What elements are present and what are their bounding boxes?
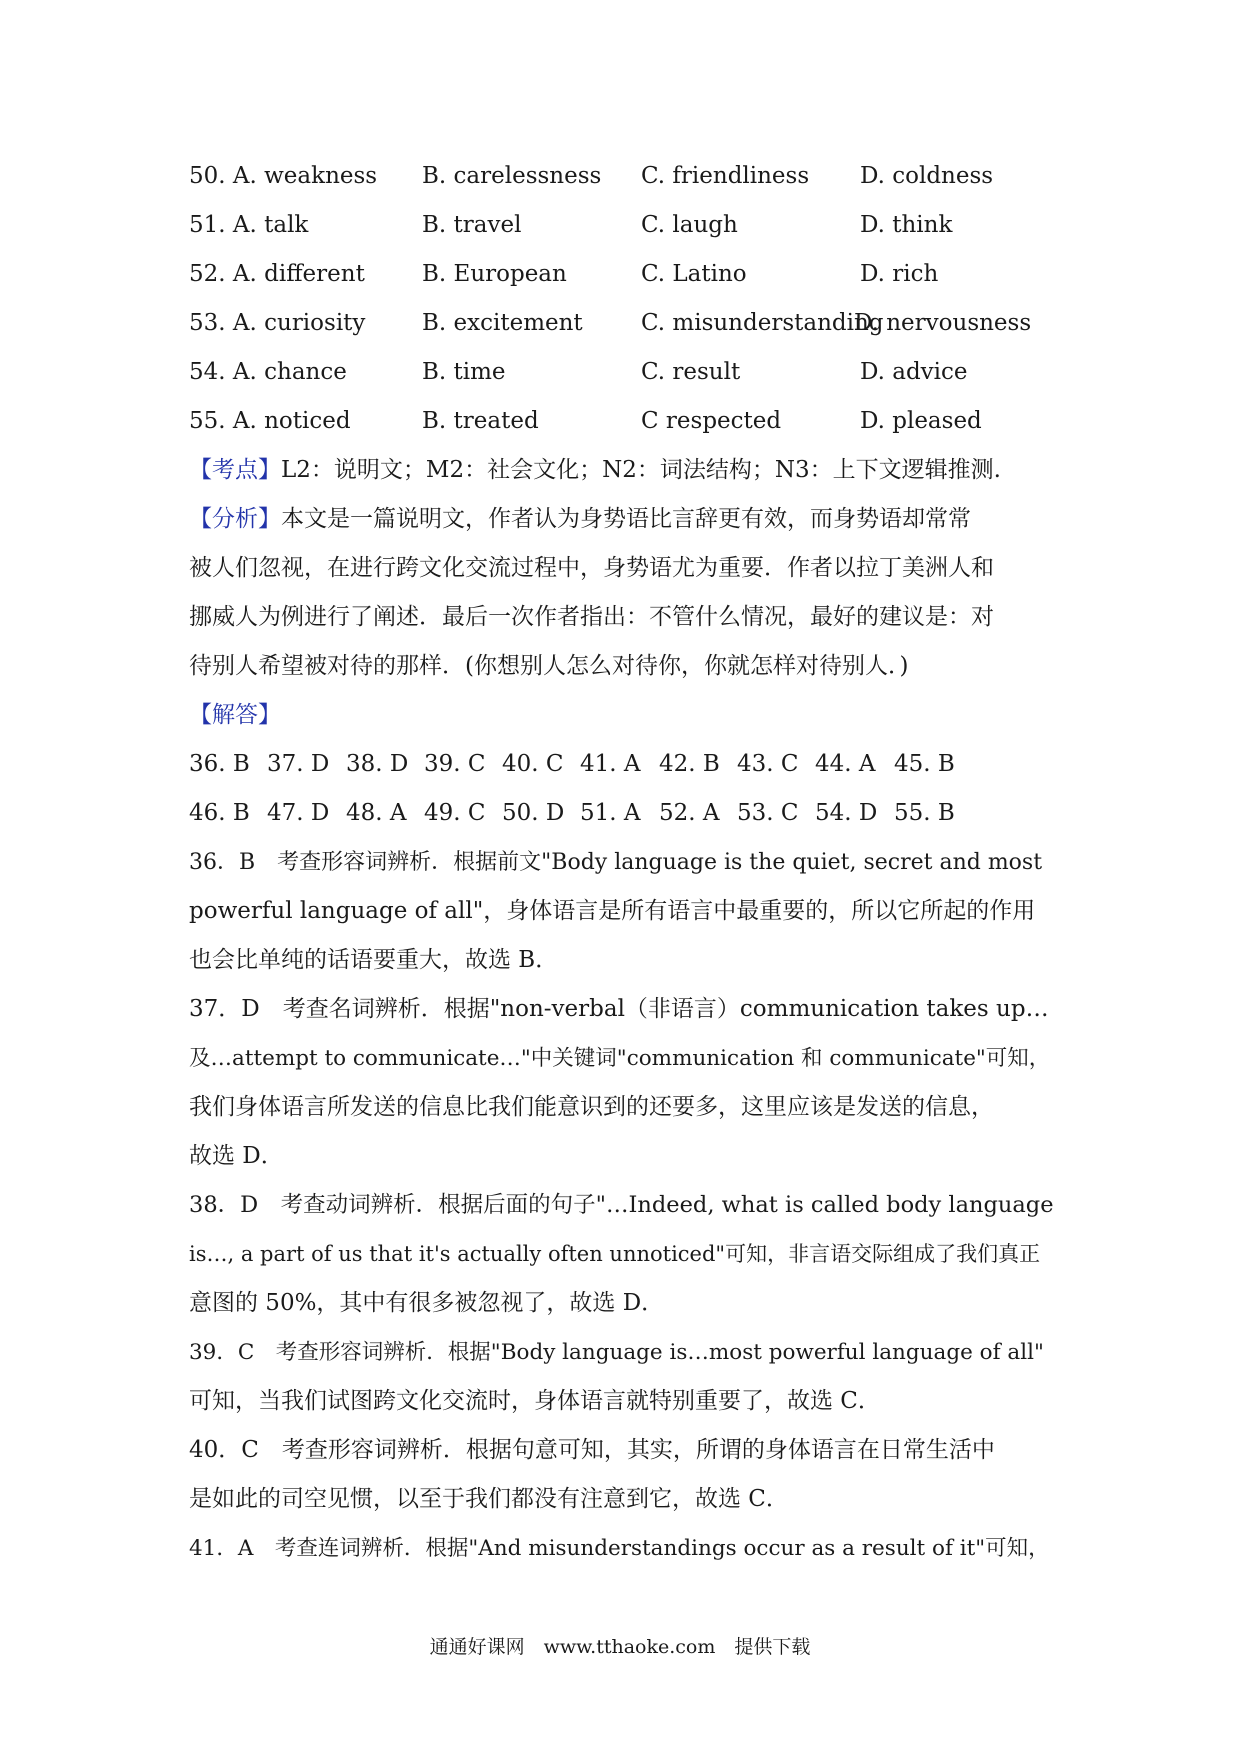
fenxi-line	[189, 495, 1059, 544]
fenxi-line: 待别人希望被对待的那样．(你想别人怎么对待你，你就怎样对待别人．)	[189, 653, 909, 679]
explanations	[189, 838, 1059, 1573]
option-c: C respected	[641, 408, 782, 434]
explanation-line: 38．D 考查动词辨析．根据后面的句子"…Indeed, what is called body language	[189, 1192, 1054, 1218]
answer-item: 51. A	[580, 800, 641, 826]
option-a: 51. A. talk	[189, 212, 309, 238]
explanation-36	[189, 838, 1059, 985]
explanation-37	[189, 985, 1059, 1181]
option-b: B. time	[422, 359, 506, 385]
option-row	[189, 250, 1059, 299]
answer-item: 47. D	[267, 800, 330, 826]
explanation-39	[189, 1328, 1059, 1426]
explanation-line: 39．C 考查形容词辨析．根据"Body language is…most powerful language of all"	[189, 1340, 1044, 1365]
fenxi-line: 被人们忽视，在进行跨文化交流过程中，身势语尤为重要．作者以拉丁美洲人和	[189, 555, 994, 581]
explanation-line: 可知，当我们试图跨文化交流时，身体语言就特别重要了，故选 C．	[189, 1388, 881, 1414]
fenxi-tag: 【分析】	[189, 506, 281, 532]
option-c: C. laugh	[641, 212, 738, 238]
option-c: C. friendliness	[641, 163, 810, 189]
explanation-line: is…, a part of us that it's actually often unnoticed"可知，非言语交际组成了我们真正	[189, 1242, 1041, 1266]
answer-item: 55. B	[894, 800, 955, 826]
option-row	[189, 299, 1059, 348]
option-row	[189, 348, 1059, 397]
answer-item: 54. D	[815, 800, 878, 826]
option-row	[189, 201, 1059, 250]
option-b: B. travel	[422, 212, 522, 238]
option-d: D. rich	[860, 261, 939, 287]
explanation-line: 也会比单纯的话语要重大，故选 B．	[189, 947, 559, 973]
option-c: C. Latino	[641, 261, 747, 287]
answer-item: 53. C	[737, 800, 799, 826]
option-a: 52. A. different	[189, 261, 365, 287]
explanation-line: 37．D 考查名词辨析．根据"non-verbal（非语言）communication takes up…	[189, 996, 1049, 1022]
option-a: 55. A. noticed	[189, 408, 351, 434]
explanation-41	[189, 1524, 1059, 1573]
fenxi-section	[189, 495, 1059, 691]
option-d: D. advice	[860, 359, 968, 385]
jieda-section	[189, 691, 1059, 838]
option-d: D. nervousness	[854, 310, 1032, 336]
fenxi-line: 挪威人为例进行了阐述．最后一次作者指出：不管什么情况，最好的建议是：对	[189, 604, 994, 630]
option-a: 50. A. weakness	[189, 163, 378, 189]
jieda-tag: 【解答】	[189, 702, 281, 728]
explanation-line: 40．C 考查形容词辨析．根据句意可知，其实，所谓的身体语言在日常生活中	[189, 1437, 995, 1463]
explanation-line: 意图的 50%，其中有很多被忽视了，故选 D．	[189, 1290, 665, 1316]
option-c: C. result	[641, 359, 741, 385]
explanation-line: 及…attempt to communicate…"中关键词"communication 和 communicate"可知，	[189, 1046, 1051, 1071]
option-a: 54. A. chance	[189, 359, 347, 385]
explanation-line: 36．B 考查形容词辨析．根据前文"Body language is the quiet, secret and most	[189, 850, 1043, 875]
option-row	[189, 397, 1059, 446]
answer-item: 41. A	[580, 751, 641, 777]
explanation-line: 我们身体语言所发送的信息比我们能意识到的还要多，这里应该是发送的信息，	[189, 1094, 994, 1120]
answer-item: 39. C	[424, 751, 486, 777]
answer-item: 46. B	[189, 800, 250, 826]
option-b: B. European	[422, 261, 567, 287]
explanation-line: 是如此的司空见惯，以至于我们都没有注意到它，故选 C．	[189, 1486, 789, 1512]
answer-item: 40. C	[502, 751, 564, 777]
option-d: D. pleased	[860, 408, 982, 434]
answer-row	[189, 740, 1059, 789]
answer-row	[189, 789, 1059, 838]
explanation-38	[189, 1181, 1059, 1328]
option-d: D. coldness	[860, 163, 994, 189]
answer-item: 44. A	[815, 751, 876, 777]
answer-item: 43. C	[737, 751, 799, 777]
document-body	[189, 152, 1059, 1573]
answer-item: 45. B	[894, 751, 955, 777]
kaodian-text: L2：说明文；M2：社会文化；N2：词法结构；N3：上下文逻辑推测.	[281, 457, 1001, 483]
kaodian-tag: 【考点】	[189, 457, 281, 483]
answer-item: 37. D	[267, 751, 330, 777]
answer-item: 42. B	[659, 751, 720, 777]
answer-item: 38. D	[346, 751, 409, 777]
option-c: C. misunderstanding	[641, 310, 884, 336]
answer-item: 52. A	[659, 800, 720, 826]
page-footer: 通通好课网 www.tthaoke.com 提供下载	[429, 1636, 811, 1658]
option-b: B. excitement	[422, 310, 583, 336]
explanation-line: 故选 D．	[189, 1143, 284, 1169]
option-d: D. think	[860, 212, 953, 238]
answer-item: 49. C	[424, 800, 486, 826]
answer-item: 36. B	[189, 751, 250, 777]
fenxi-text: 本文是一篇说明文，作者认为身势语比言辞更有效，而身势语却常常	[281, 506, 971, 532]
explanation-line: powerful language of all"，身体语言是所有语言中最重要的，所以它所起的作用	[189, 898, 1036, 924]
kaodian-section	[189, 446, 1059, 495]
option-b: B. treated	[422, 408, 539, 434]
jieda-heading	[189, 691, 1059, 740]
answer-item: 48. A	[346, 800, 407, 826]
option-b: B. carelessness	[422, 163, 602, 189]
explanation-40	[189, 1426, 1059, 1524]
answer-item: 50. D	[502, 800, 565, 826]
explanation-line: 41．A 考查连词辨析．根据"And misunderstandings occur as a result of it"可知，	[189, 1536, 1050, 1561]
option-row	[189, 152, 1059, 201]
options-block	[189, 152, 1059, 446]
option-a: 53. A. curiosity	[189, 310, 366, 336]
